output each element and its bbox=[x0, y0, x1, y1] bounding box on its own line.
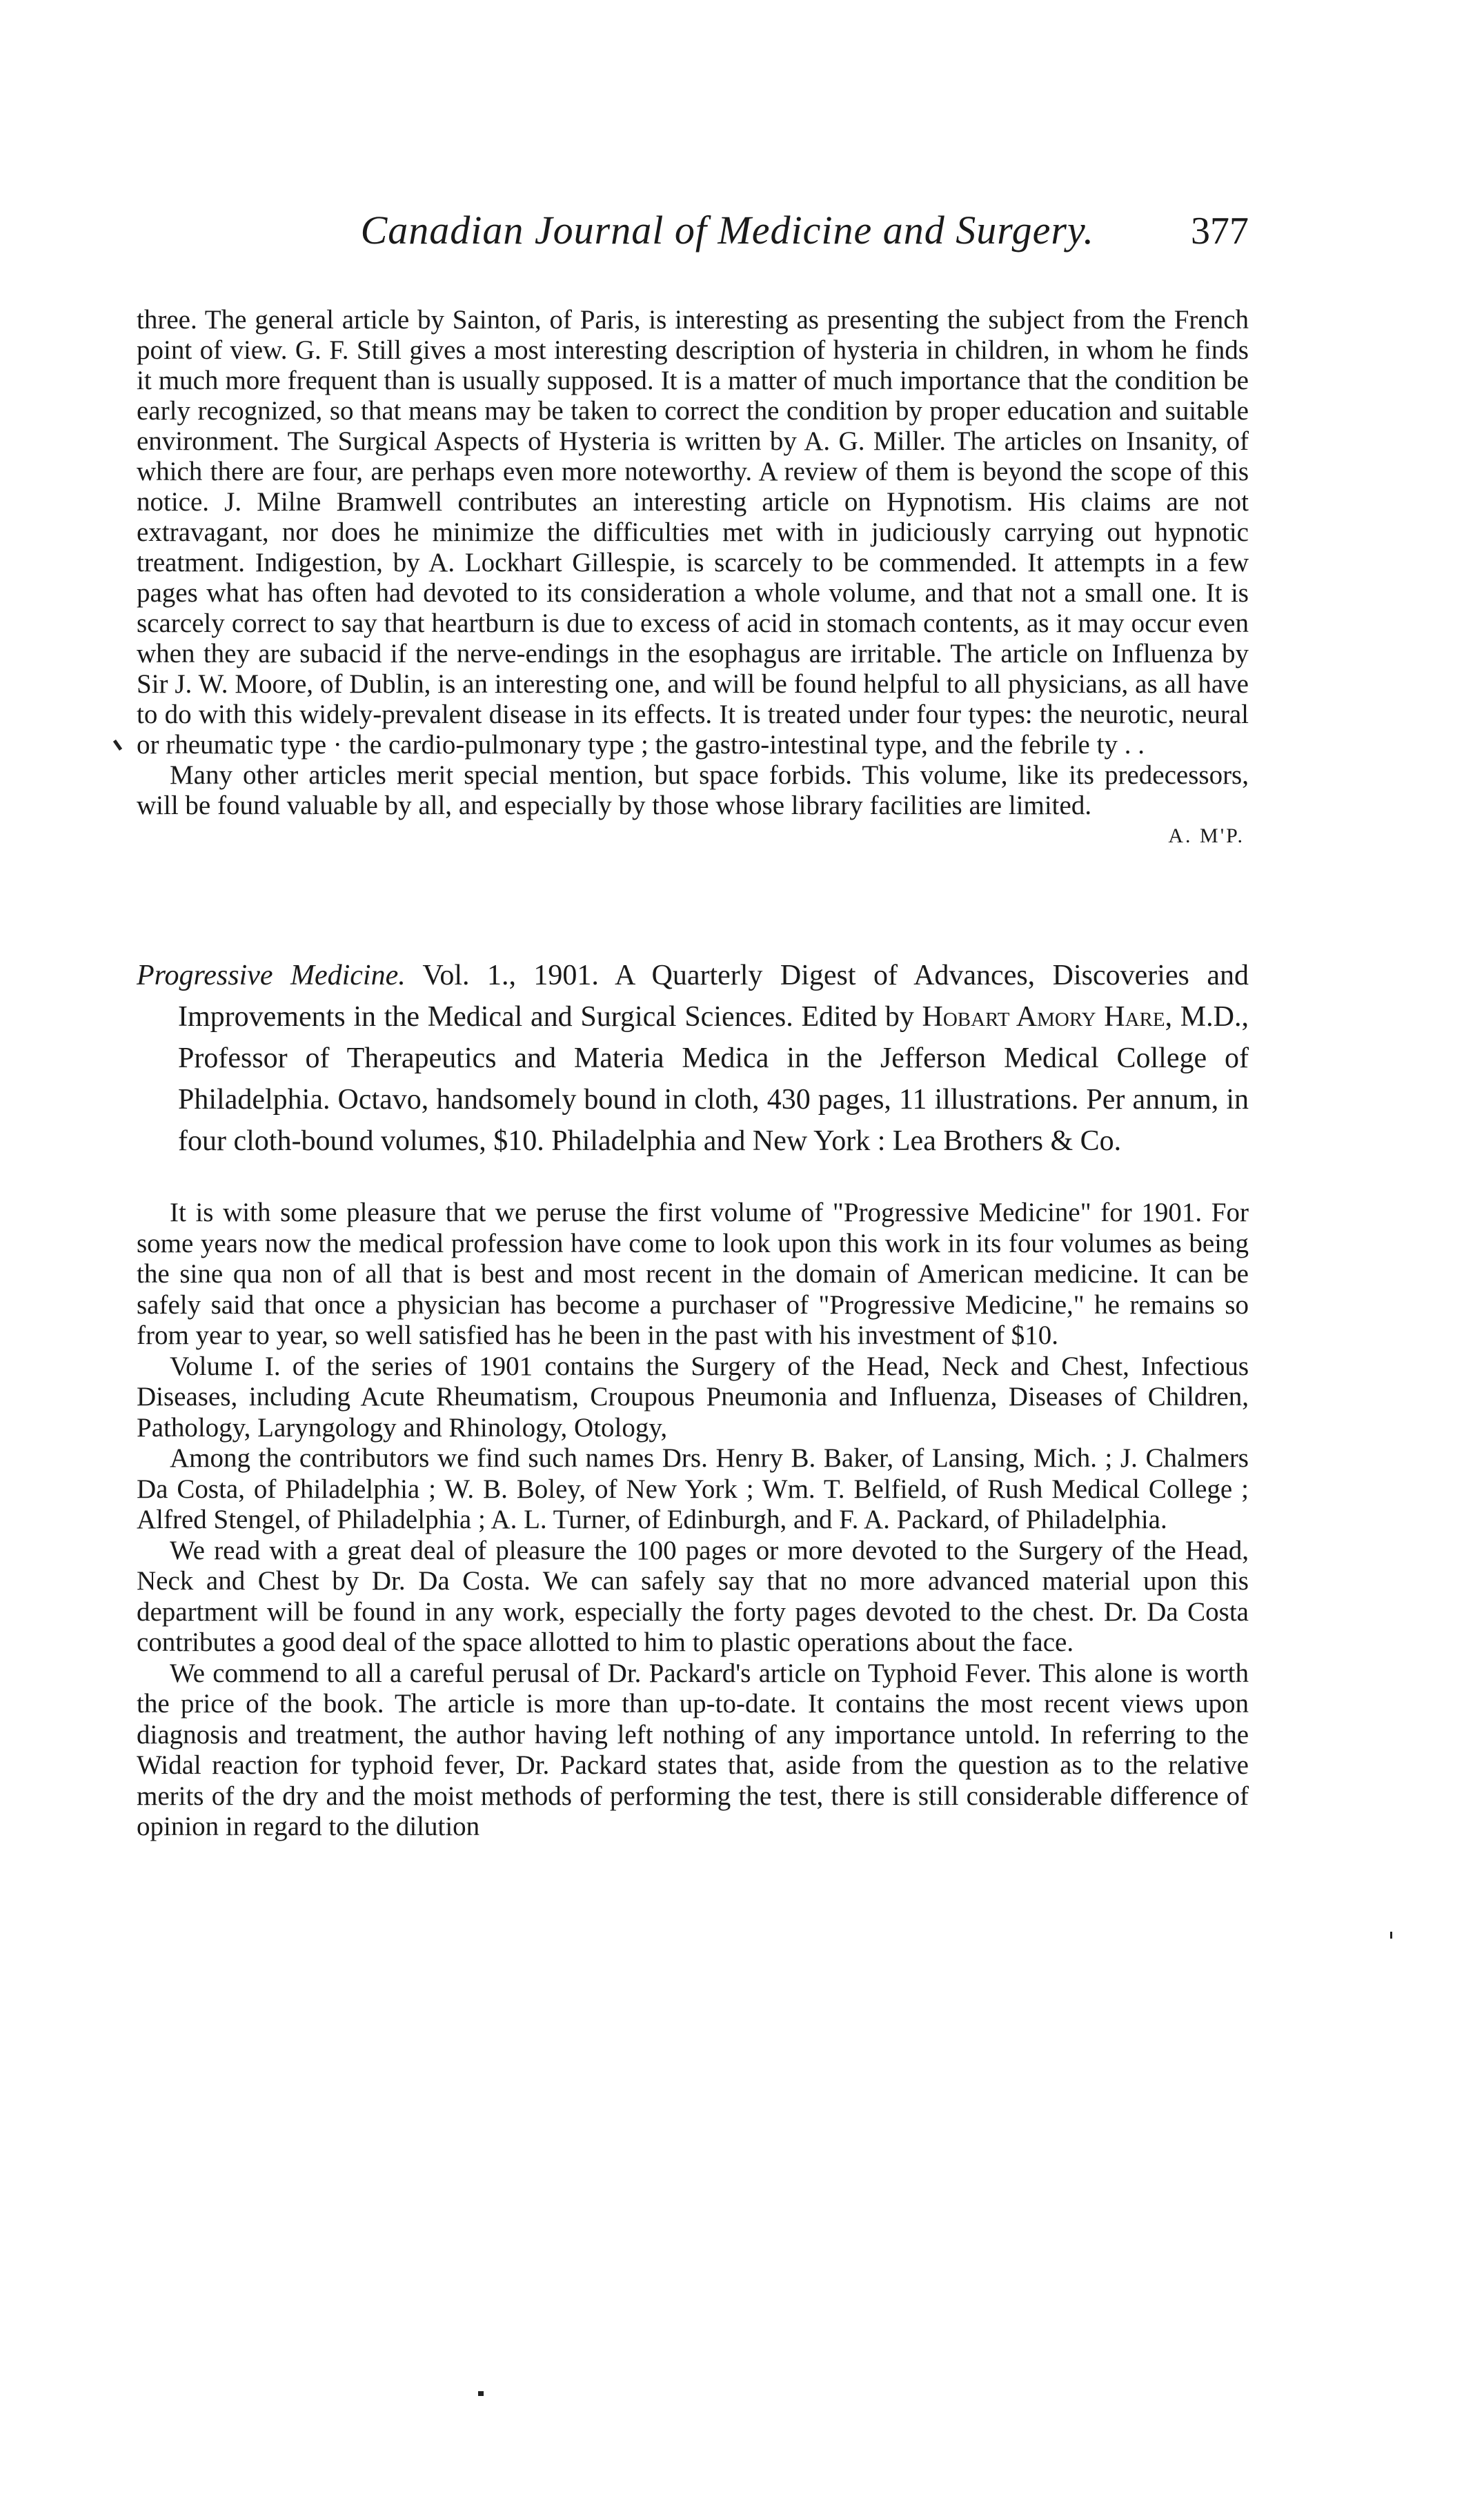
previous-review-paragraph-1: three. The general article by Sainton, of Paris, is interesting as presenting the subject from the French point of view. G. F. Still gives a most interesting description of hysteria in children, in whom he finds it much more frequent than is usually supposed. It is a matter of much importance that the condition be early recognized, so that means may be taken to correct the condition by proper education and suitable environment. The Surgical Aspects of Hysteria is written by A. G. Miller. The articles on Insanity, of which there are four, are perhaps even more noteworthy. A review of them is beyond the scope of this notice. J. Milne Bramwell contributes an interesting article on Hypnotism. His claims are not extravagant, nor does he minimize the difficulties met with in judiciously carrying out hypnotic treatment. Indigestion, by A. Lockhart Gillespie, is scarcely to be commended. It attempts in a few pages what has often had devoted to its consideration a whole volume, and that not a small one. It is scarcely correct to say that heartburn is due to excess of acid in stomach contents, as it may occur even when they are subacid if the nerve-endings in the esophagus are irritable. The article on Influenza by Sir J. W. Moore, of Dublin, is an interesting one, and will be found helpful to all physicians, as all have to do with this widely-prevalent disease in its effects. It is treated under four types: the neurotic, neural or rheumatic type · the cardio-pulmonary type ; the gastro-intestinal type, and the febrile ty . . bbox=[137, 305, 1249, 760]
previous-review-paragraph-2: Many other articles merit special mention, but space forbids. This volume, like its predecessors, will be found valuable by all, and especially by those whose library facilities are limited. bbox=[137, 760, 1249, 820]
journal-title: Canadian Journal of Medicine and Surgery. bbox=[360, 208, 1094, 253]
stray-ink-mark bbox=[113, 740, 122, 751]
book-title: Progressive Medicine. bbox=[137, 960, 406, 991]
reviewer-signoff bbox=[137, 821, 1249, 851]
previous-review bbox=[137, 305, 1249, 851]
review-paragraph: It is with some pleasure that we peruse the first volume of "Progressive Medicine" for 1901. For some years now the medical profession have come to look upon this work in its four volumes as being the sine qua non of all that is best and most recent in the domain of American medicine. It can be safely said that once a physician has become a purchaser of "Progressive Medicine," he remains so from year to year, so well satisfied has he been in the past with his investment of $10. bbox=[137, 1198, 1249, 1350]
review-heading bbox=[137, 955, 1249, 1162]
review-paragraph: We commend to all a careful perusal of Dr. Packard's article on Typhoid Fever. This alone is worth the price of the book. The article is more than up-to-date. It contains the most recent views upon diagnosis and treatment, the author having left nothing of any importance untold. In referring to the Widal reaction for typhoid fever, Dr. Packard states that, aside from the question as to the relative merits of the dry and the moist methods of performing the test, there is still considerable difference of opinion in regard to the dilution bbox=[137, 1658, 1249, 1841]
stray-ink-mark bbox=[478, 2391, 484, 2396]
review-paragraph: Among the contributors we find such names Drs. Henry B. Baker, of Lansing, Mich. ; J. Chalmers Da Costa, of Philadelphia ; W. B. Boley, of New York ; Wm. T. Belfield, of Rush Medical College ; Alfred Stengel, of Philadelphia ; A. L. Turner, of Edinburgh, and F. A. Packard, of Philadelphia. bbox=[137, 1443, 1249, 1534]
running-header bbox=[137, 207, 1249, 269]
review-paragraph: Volume I. of the series of 1901 contains the Surgery of the Head, Neck and Chest, Infectious Diseases, including Acute Rheumatism, Croupous Pneumonia and Influenza, Diseases of Children, Pathology, Laryngology and Rhinology, Otology, bbox=[137, 1351, 1249, 1443]
heading-text-part-1: Vol. 1., 1901. A Quarterly Digest of Advances, Discoveries and Improvements in the Medical and Surgical Sciences. Edited by bbox=[178, 960, 1249, 1033]
page-number: 377 bbox=[1191, 210, 1249, 253]
heading-text-part-2: , M.D., Professor of Therapeutics and Materia Medica in the Jefferson Medical College of Philadelphia. Octavo, handsomely bound in cloth, 430 pages, 11 illustrations. Per annum, in four cloth-bound volumes, $10. Philadelphia and New York : Lea Brothers & Co. bbox=[178, 1001, 1249, 1157]
journal-page bbox=[137, 207, 1249, 1843]
stray-ink-mark bbox=[1390, 1932, 1392, 1939]
reviewer-initials: A. M'P. bbox=[1168, 824, 1245, 847]
review-body bbox=[137, 1198, 1249, 1843]
review-paragraph: We read with a great deal of pleasure the 100 pages or more devoted to the Surgery of the Head, Neck and Chest by Dr. Da Costa. We can safely say that no more advanced material upon this department will be found in any work, especially the forty pages devoted to the chest. Dr. Da Costa contributes a good deal of the space allotted to him to plastic operations about the face. bbox=[137, 1535, 1249, 1657]
editor-name: Hobart Amory Hare bbox=[922, 1001, 1165, 1033]
